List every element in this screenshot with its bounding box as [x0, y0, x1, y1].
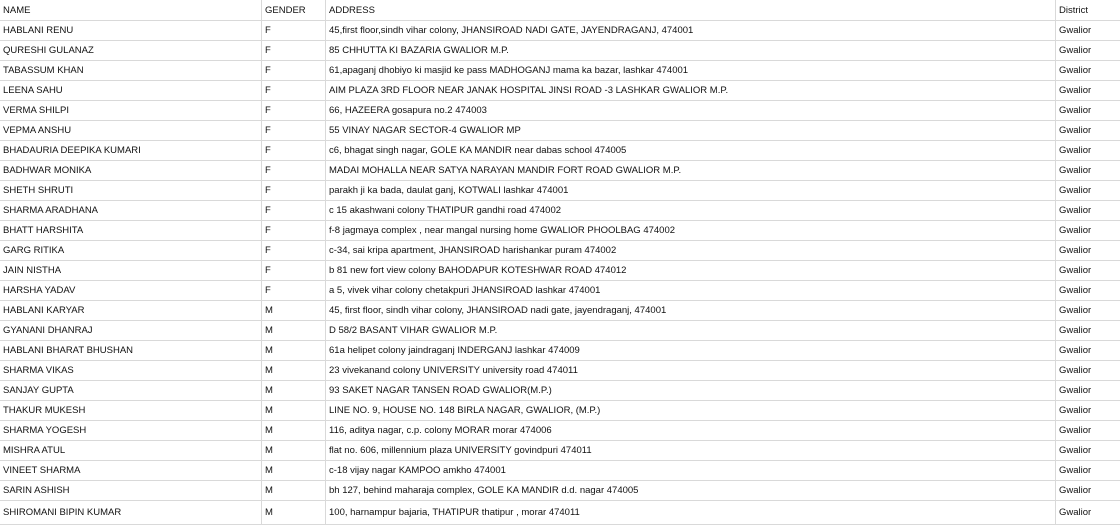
district-cell[interactable]: Gwalior	[1059, 65, 1092, 76]
name-cell[interactable]: QURESHI GULANAZ	[0, 41, 262, 60]
name-cell[interactable]: VERMA SHILPI	[0, 101, 262, 120]
name-cell[interactable]: HABLANI BHARAT BHUSHAN	[0, 341, 262, 360]
data-rows	[0, 21, 1120, 525]
header-name[interactable]: NAME	[0, 0, 262, 20]
table-row	[0, 361, 1120, 381]
address-cell[interactable]: c6, bhagat singh nagar, GOLE KA MANDIR near dabas school 474005	[326, 141, 1056, 160]
address-cell[interactable]: flat no. 606, millennium plaza UNIVERSITY govindpuri 474011	[326, 441, 1056, 460]
gender-cell[interactable]: F	[262, 181, 326, 200]
name-cell[interactable]: BADHWAR MONIKA	[0, 161, 262, 180]
name-cell[interactable]: BHATT HARSHITA	[0, 221, 262, 240]
name-cell[interactable]: HABLANI RENU	[0, 21, 262, 40]
header-address[interactable]: ADDRESS	[326, 0, 1056, 20]
gender-cell[interactable]: M	[262, 461, 326, 480]
address-cell[interactable]: 116, aditya nagar, c.p. colony MORAR morar 474006	[326, 421, 1056, 440]
name-cell[interactable]: HARSHA YADAV	[0, 281, 262, 300]
table-row	[0, 301, 1120, 321]
district-cell[interactable]: Gwalior	[1059, 245, 1092, 256]
table-row	[0, 481, 1120, 501]
gender-cell[interactable]: F	[262, 201, 326, 220]
address-cell[interactable]: 23 vivekanand colony UNIVERSITY university road 474011	[326, 361, 1056, 380]
table-row	[0, 101, 1120, 121]
table-row	[0, 261, 1120, 281]
address-cell[interactable]: 100, harnampur bajaria, THATIPUR thatipur , morar 474011	[326, 501, 1056, 524]
table-row	[0, 41, 1120, 61]
table-row	[0, 241, 1120, 261]
address-cell[interactable]: b 81 new fort view colony BAHODAPUR KOTESHWAR ROAD 474012	[326, 261, 1056, 280]
table-row	[0, 61, 1120, 81]
district-cell[interactable]: Gwalior	[1059, 305, 1092, 316]
gender-cell[interactable]: F	[262, 21, 326, 40]
gender-cell[interactable]: F	[262, 101, 326, 120]
district-cell[interactable]: Gwalior	[1059, 365, 1092, 376]
gender-cell[interactable]: M	[262, 381, 326, 400]
name-cell[interactable]: SHETH SHRUTI	[0, 181, 262, 200]
table-row	[0, 81, 1120, 101]
gender-cell[interactable]: M	[262, 441, 326, 460]
address-cell[interactable]: c 15 akashwani colony THATIPUR gandhi road 474002	[326, 201, 1056, 220]
district-cell[interactable]: Gwalior	[1059, 425, 1092, 436]
address-cell[interactable]: 45,first floor,sindh vihar colony, JHANSIROAD NADI GATE, JAYENDRAGANJ, 474001	[326, 21, 1056, 40]
name-cell[interactable]: VEPMA ANSHU	[0, 121, 262, 140]
address-cell[interactable]: MADAI MOHALLA NEAR SATYA NARAYAN MANDIR FORT ROAD GWALIOR M.P.	[326, 161, 1056, 180]
gender-cell[interactable]: M	[262, 481, 326, 500]
gender-cell[interactable]: M	[262, 361, 326, 380]
name-cell[interactable]: LEENA SAHU	[0, 81, 262, 100]
district-cell[interactable]: Gwalior	[1059, 445, 1092, 456]
name-cell[interactable]: JAIN NISTHA	[0, 261, 262, 280]
address-cell[interactable]: 55 VINAY NAGAR SECTOR-4 GWALIOR MP	[326, 121, 1056, 140]
address-cell[interactable]: parakh ji ka bada, daulat ganj, KOTWALI lashkar 474001	[326, 181, 1056, 200]
district-cell[interactable]: Gwalior	[1059, 485, 1092, 496]
district-cell[interactable]: Gwalior	[1059, 325, 1092, 336]
table-row	[0, 141, 1120, 161]
gender-cell[interactable]: F	[262, 221, 326, 240]
district-cell[interactable]: Gwalior	[1059, 225, 1092, 236]
name-cell[interactable]: VINEET SHARMA	[0, 461, 262, 480]
name-cell[interactable]: SARIN ASHISH	[0, 481, 262, 500]
district-cell[interactable]: Gwalior	[1059, 145, 1092, 156]
district-cell[interactable]: Gwalior	[1059, 465, 1092, 476]
name-cell[interactable]: TABASSUM KHAN	[0, 61, 262, 80]
table-row	[0, 201, 1120, 221]
header-row	[0, 0, 1120, 21]
gender-cell[interactable]: M	[262, 421, 326, 440]
address-cell[interactable]: c-34, sai kripa apartment, JHANSIROAD harishankar puram 474002	[326, 241, 1056, 260]
gender-cell[interactable]: F	[262, 261, 326, 280]
address-cell[interactable]: 61,apaganj dhobiyo ki masjid ke pass MADHOGANJ mama ka bazar, lashkar 474001	[326, 61, 1056, 80]
name-cell[interactable]: MISHRA ATUL	[0, 441, 262, 460]
address-cell[interactable]: c-18 vijay nagar KAMPOO amkho 474001	[326, 461, 1056, 480]
table-row	[0, 121, 1120, 141]
table-row	[0, 461, 1120, 481]
district-cell[interactable]: Gwalior	[1059, 205, 1092, 216]
gender-cell[interactable]: F	[262, 281, 326, 300]
table-row	[0, 21, 1120, 41]
table-row	[0, 281, 1120, 301]
table-row	[0, 341, 1120, 361]
address-cell[interactable]: 45, first floor, sindh vihar colony, JHANSIROAD nadi gate, jayendraganj, 474001	[326, 301, 1056, 320]
name-cell[interactable]: SANJAY GUPTA	[0, 381, 262, 400]
address-cell[interactable]: 61a helipet colony jaindraganj INDERGANJ lashkar 474009	[326, 341, 1056, 360]
address-cell[interactable]: AIM PLAZA 3RD FLOOR NEAR JANAK HOSPITAL JINSI ROAD -3 LASHKAR GWALIOR M.P.	[326, 81, 1056, 100]
gender-cell[interactable]: M	[262, 501, 326, 524]
gender-cell[interactable]: F	[262, 241, 326, 260]
name-cell[interactable]: SHARMA ARADHANA	[0, 201, 262, 220]
district-cell[interactable]: Gwalior	[1059, 507, 1092, 518]
district-cell[interactable]: Gwalior	[1059, 345, 1092, 356]
address-cell[interactable]: f-8 jagmaya complex , near mangal nursing home GWALIOR PHOOLBAG 474002	[326, 221, 1056, 240]
district-cell[interactable]: Gwalior	[1059, 85, 1092, 96]
gender-cell[interactable]: F	[262, 41, 326, 60]
address-cell[interactable]: bh 127, behind maharaja complex, GOLE KA MANDIR d.d. nagar 474005	[326, 481, 1056, 500]
district-cell[interactable]: Gwalior	[1059, 125, 1092, 136]
address-cell[interactable]: D 58/2 BASANT VIHAR GWALIOR M.P.	[326, 321, 1056, 340]
name-cell[interactable]: GYANANI DHANRAJ	[0, 321, 262, 340]
district-cell[interactable]: Gwalior	[1059, 405, 1092, 416]
district-cell[interactable]: Gwalior	[1059, 265, 1092, 276]
table-row	[0, 421, 1120, 441]
name-cell[interactable]: GARG RITIKA	[0, 241, 262, 260]
address-cell[interactable]: LINE NO. 9, HOUSE NO. 148 BIRLA NAGAR, GWALIOR, (M.P.)	[326, 401, 1056, 420]
header-gender[interactable]: GENDER	[262, 0, 326, 20]
table-row	[0, 441, 1120, 461]
table-row	[0, 381, 1120, 401]
name-cell[interactable]: SHARMA YOGESH	[0, 421, 262, 440]
gender-cell[interactable]: M	[262, 301, 326, 320]
gender-cell[interactable]: M	[262, 401, 326, 420]
gender-cell[interactable]: F	[262, 61, 326, 80]
address-cell[interactable]: a 5, vivek vihar colony chetakpuri JHANSIROAD lashkar 474001	[326, 281, 1056, 300]
table-row	[0, 181, 1120, 201]
gender-cell[interactable]: F	[262, 121, 326, 140]
district-cell[interactable]: Gwalior	[1059, 285, 1092, 296]
address-cell[interactable]: 66, HAZEERA gosapura no.2 474003	[326, 101, 1056, 120]
district-cell[interactable]: Gwalior	[1059, 185, 1092, 196]
gender-cell[interactable]: F	[262, 161, 326, 180]
district-cell[interactable]: Gwalior	[1059, 25, 1092, 36]
address-cell[interactable]: 85 CHHUTTA KI BAZARIA GWALIOR M.P.	[326, 41, 1056, 60]
gender-cell[interactable]: F	[262, 141, 326, 160]
table-row	[0, 321, 1120, 341]
table-row	[0, 221, 1120, 241]
header-district[interactable]: District	[1059, 4, 1089, 16]
gender-cell[interactable]: M	[262, 321, 326, 340]
table-row	[0, 401, 1120, 421]
district-cell[interactable]: Gwalior	[1059, 165, 1092, 176]
district-cell[interactable]: Gwalior	[1059, 385, 1092, 396]
name-cell[interactable]: SHIROMANI BIPIN KUMAR	[0, 501, 262, 524]
name-cell[interactable]: THAKUR MUKESH	[0, 401, 262, 420]
district-cell[interactable]: Gwalior	[1059, 105, 1092, 116]
name-cell[interactable]: BHADAURIA DEEPIKA KUMARI	[0, 141, 262, 160]
name-cell[interactable]: SHARMA VIKAS	[0, 361, 262, 380]
table-row	[0, 161, 1120, 181]
table-row	[0, 501, 1120, 525]
gender-cell[interactable]: F	[262, 81, 326, 100]
district-cell[interactable]: Gwalior	[1059, 45, 1092, 56]
name-cell[interactable]: HABLANI KARYAR	[0, 301, 262, 320]
address-cell[interactable]: 93 SAKET NAGAR TANSEN ROAD GWALIOR(M.P.)	[326, 381, 1056, 400]
gender-cell[interactable]: M	[262, 341, 326, 360]
